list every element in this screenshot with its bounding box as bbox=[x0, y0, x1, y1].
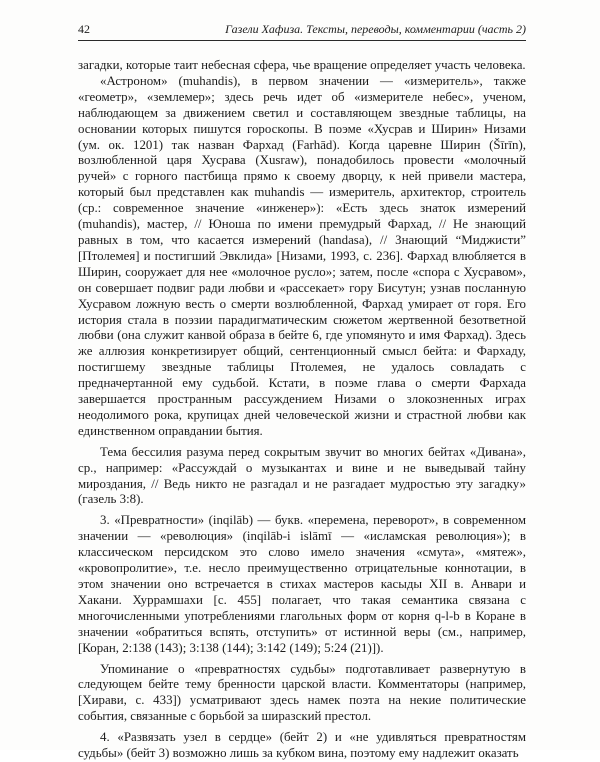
paragraph-note-4: 4. «Развязать узел в сердце» (бейт 2) и «не удивляться превратностям судьбы» (бейт 3) возможно лишь за кубком вина, поэтому ему надлежит оказать bbox=[78, 730, 526, 761]
paragraph-note-3: 3. «Превратности» (inqilāb) — букв. «перемена, переворот», в современном значении — «революция» (inqilāb-i islāmī — «исламская революция»); в классическом персидском это слово имело значения «смута», «мятеж», «кровопролитие», т.е. несло преимущественно отрицательные коннотации, в этом значении оно встречается в стихах мастеров касыды XII в. Анвари и Хакани. Хуррамшахи [с. 455] полагает, что такая семантика связана с многочисленными употреблениями глагольных форм от корня q-l-b в Коране в значении «обратиться вспять, отступить» от истинной веры (см., например, [Коран, 2:138 (143); 3:138 (144); 3:142 (149); 5:24 (21)]). bbox=[78, 513, 526, 655]
page-number: 42 bbox=[78, 22, 90, 36]
page-header bbox=[78, 20, 526, 42]
running-title: Газели Хафиза. Тексты, переводы, комментарии (часть 2) bbox=[225, 22, 526, 36]
paragraph-continuation: загадки, которые таит небесная сфера, чье вращение определяет участь человека. bbox=[78, 58, 526, 72]
paragraph-reason-theme: Тема бессилия разума перед сокрытым звучит во многих бейтах «Дивана», ср., например: «Рассуждай о музыкантах и вине и не выведывай тайну мироздания, // Ведь никто не разгадал и не разгадает мудростью эту загадку» (газель 3:8). bbox=[78, 444, 526, 507]
header-rule bbox=[78, 40, 526, 41]
paragraph-vicissitudes: Упоминание о «превратностях судьбы» подготавливает развернутую в следующем бейте тему бренности царской власти. Комментаторы (например, [Хирави, с. 433]) усматривают здесь намек поэта на некие политические события, связанные с борьбой за ширазский престол. bbox=[78, 661, 526, 724]
body-text bbox=[78, 58, 526, 762]
paragraph-astronomer: «Астроном» (muhandis), в первом значении — «измеритель», также «геометр», «землемер»; здесь речь идет об «измерителе небес», ученом, наблюдающем за движением светил и составляющем звездные таблицы, на основании которых пишутся гороскопы. В поэме «Хусрав и Ширин» Низами (ум. ок. 1201) так назван Фархад (Farhād). Когда царевне Ширин (Šīrīn), возлюбленной царя Хусрава (Xusraw), понадобилось провести «молочный ручей» с горного пастбища прямо к своему дворцу, к ней привели мастера, который был представлен как muhandis — измеритель, архитектор, строитель (ср.: современное значение «инженер»): «Есть здесь знаток измерений (muhandis), мастер, // Юноша по имени премудрый Фархад, // Не знающий равных в том, что касается измерений (handasa), // Знающий “Миджисти” [Птолемея] и постигший Эвклида» [Низами, 1993, с. 236]. Фархад влюбляется в Ширин, сооружает для нее «молочное русло»; затем, после «спора с Хусравом», он совершает подвиг ради любви и «рассекает» гору Бисутун; узнав посланную Хусравом ложную весть о смерти возлюбленной, Фархад умирает от горя. Его история стала в поэзии парадигматическим сюжетом жертвенной безответной любви (она служит канвой образа в бейте 6, где упомянуто и имя Фархад). Здесь же аллюзия конкретизирует общий, сентенционный смысл бейта: и Фархаду, постигшему звездные таблицы Птолемея, не удалось совладать с предначертанной ему судьбой. Кстати, в поэме глава о смерти Фархада завершается пространным рассуждением Низами о злокозненных играх неодолимого рока, крупицах дней человеческой жизни и страстной любви как единственном оправдании бытия. bbox=[78, 73, 526, 438]
